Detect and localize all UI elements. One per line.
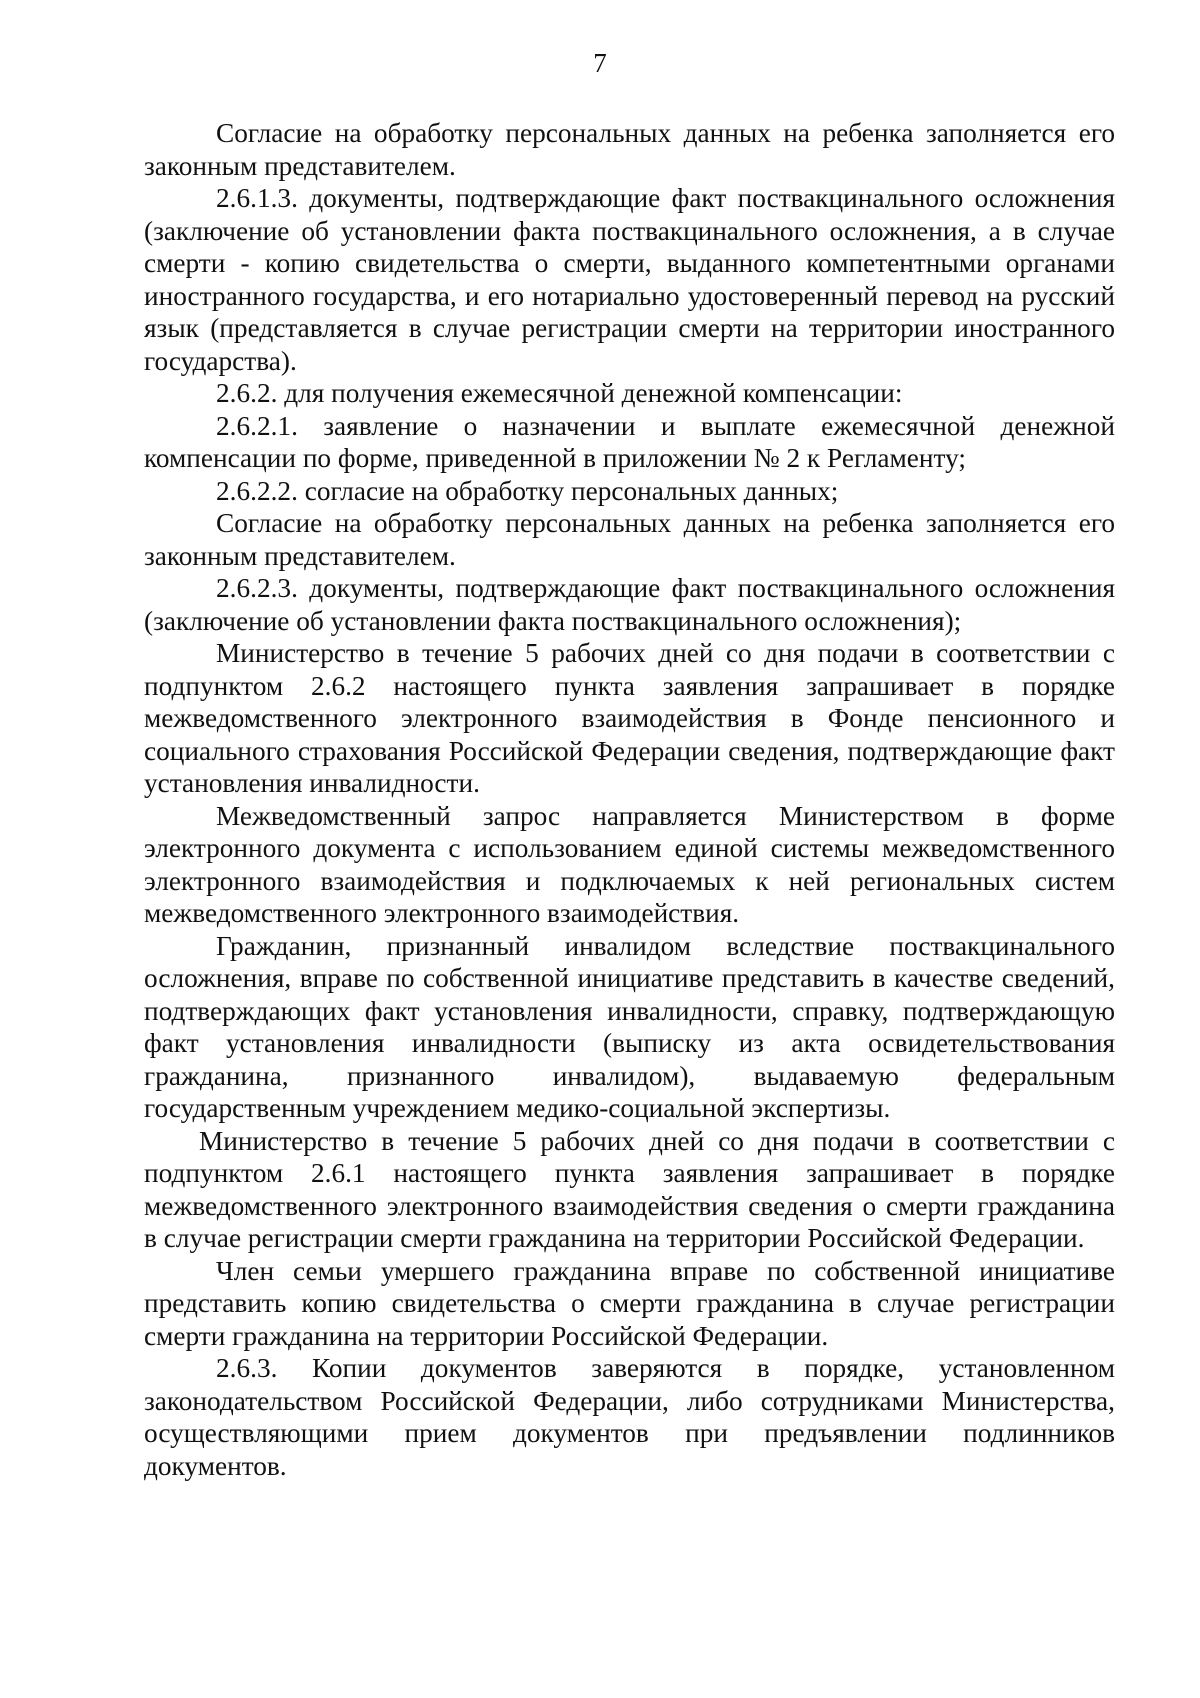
paragraph-2-6-3: 2.6.3. Копии документов заверяются в порядке, установленном законодательством Российской Федерации, либо сотрудниками Министерства, осуществляющими прием документов при предъявлении подлинников документов.	[144, 1353, 1115, 1481]
paragraph-ministry-request-disability: Министерство в течение 5 рабочих дней со дня подачи в соответствии с подпунктом 2.6.2 настоящего пункта заявления запрашивает в порядке межведомственного электронного взаимодействия в Фонде пенсионного и социального страхования Российской Федерации сведения, подтверждающие факт установления инвалидности.	[144, 638, 1115, 798]
paragraph-citizen-disability-certificate: Гражданин, признанный инвалидом вследствие поствакцинального осложнения, вправе по собственной инициативе представить в качестве сведений, подтверждающих факт установления инвалидности, справку, подтверждающую факт установления инвалидности (выписку из акта освидетельствования гражданина, признанного инвалидом), выдаваемую федеральным государственным учреждением медико-социальной экспертизы.	[144, 930, 1115, 1123]
paragraph-2-6-2-1: 2.6.2.1. заявление о назначении и выплате ежемесячной денежной компенсации по форме, приведенной в приложении № 2 к Регламенту;	[144, 410, 1115, 473]
paragraph-interagency-request: Межведомственный запрос направляется Министерством в форме электронного документа с использованием единой системы межведомственного электронного взаимодействия и подключаемых к ней региональных систем межведомственного электронного взаимодействия.	[144, 800, 1115, 928]
paragraph-2-6-2-2: 2.6.2.2. согласие на обработку персональных данных;	[216, 475, 839, 506]
paragraph-consent-representative-2: Согласие на обработку персональных данных на ребенка заполняется его законным представителем.	[144, 508, 1115, 571]
document-body	[144, 117, 1115, 1482]
paragraph-ministry-request-death: Министерство в течение 5 рабочих дней со дня подачи в соответствии с подпунктом 2.6.1 настоящего пункта заявления запрашивает в порядке межведомственного электронного взаимодействия сведения о смерти гражданина в случае регистрации смерти гражданина на территории Российской Федерации.	[144, 1125, 1115, 1253]
paragraph-family-member-death-certificate: Член семьи умершего гражданина вправе по собственной инициативе представить копию свидетельства о смерти гражданина в случае регистрации смерти гражданина на территории Российской Федерации.	[144, 1255, 1115, 1351]
paragraph-2-6-1-3: 2.6.1.3. документы, подтверждающие факт поствакцинального осложнения (заключение об установлении факта поствакцинального осложнения, а в случае смерти - копию свидетельства о смерти, выданного компетентными органами иностранного государства, и его нотариально удостоверенный перевод на русский язык (представляется в случае регистрации смерти на территории иностранного государства).	[144, 183, 1115, 376]
paragraph-consent-representative-1: Согласие на обработку персональных данных на ребенка заполняется его законным представителем.	[144, 118, 1115, 181]
paragraph-2-6-2: 2.6.2. для получения ежемесячной денежной компенсации:	[216, 378, 903, 408]
page-number: 7	[593, 48, 607, 78]
paragraph-2-6-2-3: 2.6.2.3. документы, подтверждающие факт поствакцинального осложнения (заключение об установлении факта поствакцинального осложнения);	[144, 573, 1115, 636]
